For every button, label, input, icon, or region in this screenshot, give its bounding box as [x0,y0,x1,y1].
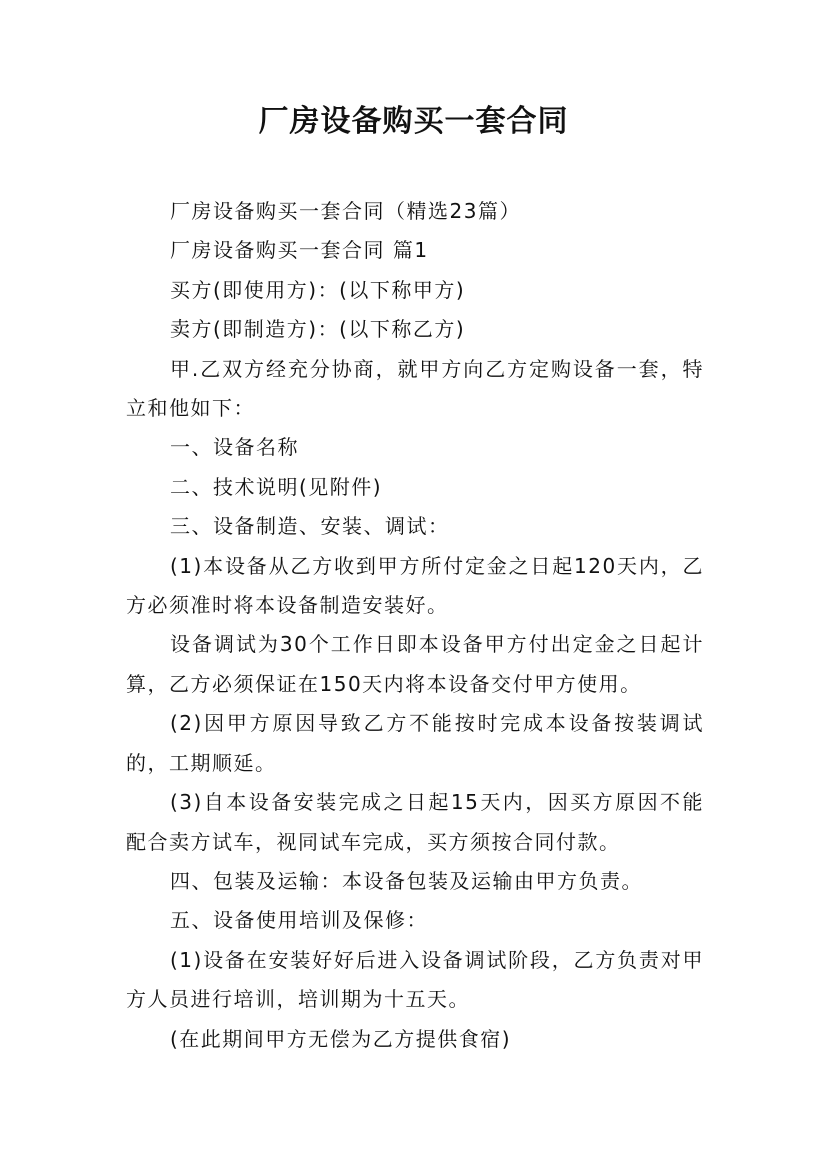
paragraph-buyer: 买方(即使用方)：(以下称甲方) [170,277,466,302]
paragraph-section-4: 四、包装及运输：本设备包装及运输由甲方负责。 [170,868,643,893]
paragraph-chapter-heading: 厂房设备购买一套合同 篇1 [170,238,429,263]
paragraph-section-5: 五、设备使用培训及保修： [170,908,428,933]
paragraph-clause-3-3: (3)自本设备安装完成之日起15天内，因买方原因不能配合卖方试车，视同试车完成，买方须按合同付款。 [126,790,704,854]
paragraph-subtitle: 厂房设备购买一套合同（精选23篇） [170,199,521,223]
paragraph-commissioning: 设备调试为30个工作日即本设备甲方付出定金之日起计算，乙方必须保证在150天内将本设备交付甲方使用。 [126,632,704,696]
paragraph-section-1: 一、设备名称 [170,435,299,460]
document-title: 厂房设备购买一套合同 [258,104,569,139]
paragraph-clause-5-note: (在此期间甲方无偿为乙方提供食宿) [170,1026,512,1051]
document-body [126,192,704,1059]
paragraph-seller: 卖方(即制造方)：(以下称乙方) [170,317,466,342]
paragraph-clause-3-2: (2)因甲方原因导致乙方不能按时完成本设备按装调试的，工期顺延。 [126,711,704,775]
paragraph-agreement: 甲.乙双方经充分协商，就甲方向乙方定购设备一套，特立和他如下： [126,356,704,421]
paragraph-clause-5-1: (1)设备在安装好好后进入设备调试阶段，乙方负责对甲方人员进行培训，培训期为十五天。 [126,947,704,1012]
paragraph-section-3: 三、设备制造、安装、调试： [170,514,450,539]
paragraph-section-2: 二、技术说明(见附件) [170,474,383,499]
paragraph-clause-3-1: (1)本设备从乙方收到甲方所付定金之日起120天内，乙方必须准时将本设备制造安装好。 [126,553,704,618]
